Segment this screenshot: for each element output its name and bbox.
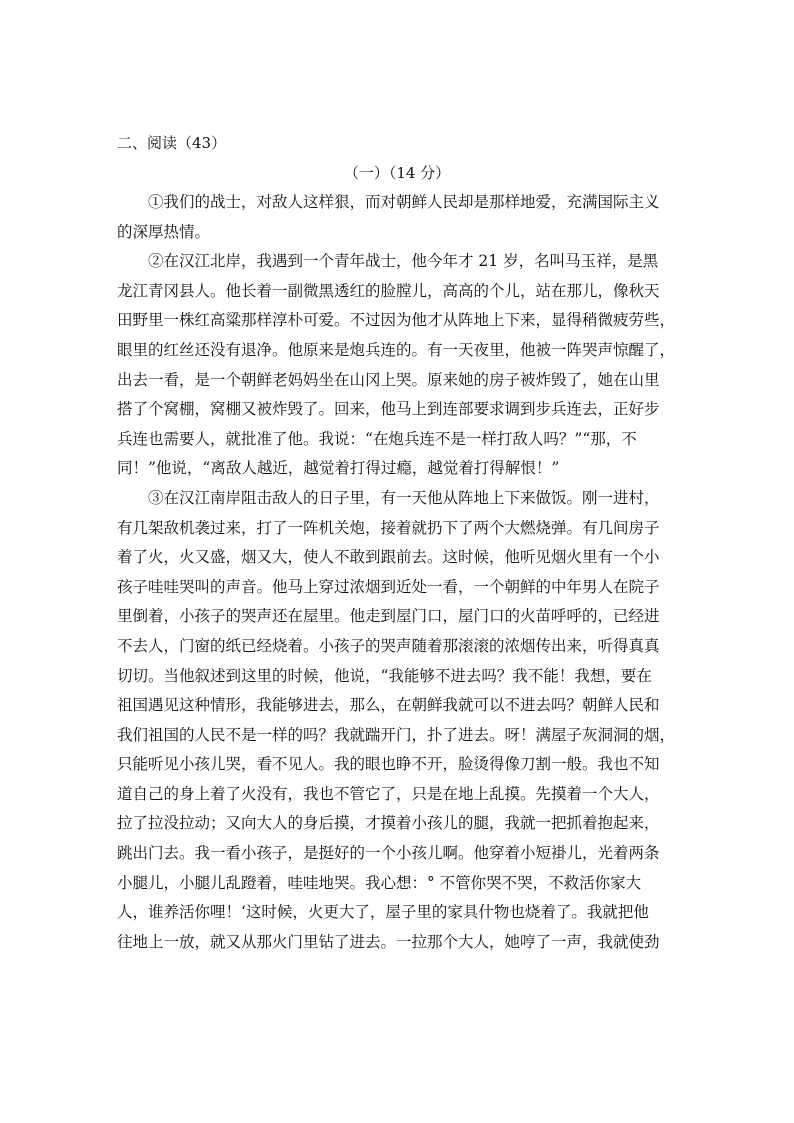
paragraph-line: 祖国遇见这种情形，我能够进去，那么，在朝鲜我就可以不进去吗？朝鲜人民和 (117, 696, 660, 715)
document-page (117, 128, 677, 957)
paragraph-line: 出去一看，是一个朝鲜老妈妈坐在山冈上哭。原来她的房子被炸毁了，她在山里 (117, 370, 660, 389)
paragraph-line: 田野里一株红高粱那样淳朴可爱。不过因为他才从阵地上下来，显得稍微疲劳些， (117, 311, 676, 330)
paragraph-line: 眼里的红丝还没有退净。他原来是炮兵连的。有一天夜里，他被一阵哭声惊醒了， (117, 340, 676, 359)
paragraph-line: 有几架敌机袭过来，打了一阵机关炮，接着就扔下了两个大燃烧弹。有几间房子 (117, 518, 660, 537)
paragraph-line: 切切。当他叙述到这里的时候，他说，“我能够不进去吗？我不能！我想，要在 (117, 666, 652, 685)
paragraph-line: 不去人，门窗的纸已经烧着。小孩子的哭声随着那滚滚的浓烟传出来，听得真真 (117, 636, 660, 655)
paragraph-line: 里倒着，小孩子的哭声还在屋里。他走到屋门口，屋门口的火苗呼呼的，已经进 (117, 607, 660, 626)
paragraph-line: 往地上一放，就又从那火门里钻了进去。一拉那个大人，她哼了一声，我就使劲 (117, 932, 660, 951)
paragraph-line: 人，谁养活你哩！‘这时候，火更大了，屋子里的家具什物也烧着了。我就把他 (117, 903, 649, 922)
paragraph-line: 我们祖国的人民不是一样的吗？我就踹开门，扑了进去。呀！满屋子灰洞洞的烟， (117, 725, 676, 744)
paragraph-1 (117, 188, 677, 247)
paragraph-line: 兵连也需要人，就批准了他。我说：“在炮兵连不是一样打敌人吗？”“那，不 (117, 429, 637, 448)
paragraph-line: 同！”他说，“离敌人越近，越觉着打得过瘾，越觉着打得解恨！” (117, 459, 560, 478)
paragraph-line: ②在汉江北岸，我遇到一个青年战士，他今年才 21 岁，名叫马玉祥，是黑 (148, 252, 659, 271)
passage-subheading: （一）（14 分） (343, 164, 451, 182)
paragraph-line: 跳出门去。我一看小孩子，是挺好的一个小孩儿啊。他穿着小短褂儿，光着两条 (117, 844, 660, 863)
paragraph-line: ①我们的战士，对敌人这样狠，而对朝鲜人民却是那样地爱，充满国际主义 (148, 193, 660, 211)
paragraph-line: 的深厚热情。 (117, 222, 211, 241)
paragraph-line: ③在汉江南岸阻击敌人的日子里，有一天他从阵地上下来做饭。刚一进村， (148, 488, 660, 507)
paragraph-line: 小腿儿，小腿儿乱蹬着，哇哇地哭。我心想：° 不管你哭不哭，不救活你家大 (117, 873, 642, 892)
paragraph-line: 道自己的身上着了火没有，我也不管它了，只是在地上乱摸。先摸着一个大人， (117, 784, 660, 803)
paragraph-line: 只能听见小孩儿哭，看不见人。我的眼也睁不开，脸烫得像刀割一般。我也不知 (117, 755, 660, 774)
paragraph-3 (117, 484, 677, 958)
paragraph-line: 孩子哇哇哭叫的声音。他马上穿过浓烟到近处一看，一个朝鲜的中年男人在院子 (117, 577, 660, 596)
paragraph-2 (117, 247, 677, 484)
paragraph-line: 拉了拉没拉动；又向大人的身后摸，才摸着小孩儿的腿，我就一把抓着抱起来， (117, 814, 660, 833)
paragraph-line: 龙江青冈县人。他长着一副微黑透红的脸膛儿，高高的个儿，站在那儿，像秋天 (117, 281, 660, 300)
paragraph-line: 搭了个窝棚，窝棚又被炸毁了。回来，他马上到连部要求调到步兵连去，正好步 (117, 400, 660, 419)
section-heading: 二、阅读（43） (117, 134, 227, 152)
paragraph-line: 着了火，火又盛，烟又大，使人不敢到跟前去。这时候，他听见烟火里有一个小 (117, 548, 660, 567)
passage-body (117, 188, 677, 957)
